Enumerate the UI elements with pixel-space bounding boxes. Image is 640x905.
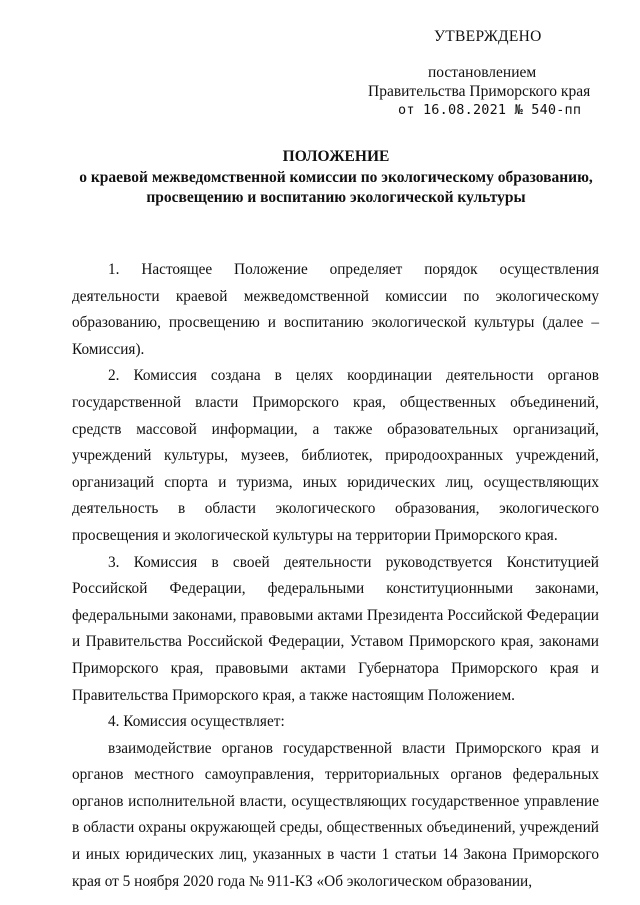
paragraph-3: 3. Комиссия в своей деятельности руководствуется Конституцией Российской Федерации, федеральными конституционными законами, федеральными законами, правовыми актами Президента Российской Федерации и Правительства Российской Федерации, Уставом Приморского края, законами Приморского края, правовыми актами Губернатора Приморского края и Правительства Приморского края, а также настоящим Положением.: [72, 553, 599, 704]
document-title: [60, 147, 612, 208]
approval-line-decree: постановлением: [428, 64, 537, 81]
title-subtitle-line-1: о краевой межведомственной комиссии по экологическому образованию,: [79, 169, 593, 186]
approval-line-government: Правительства Приморского края: [368, 83, 591, 100]
approval-stamp: УТВЕРЖДЕНО: [434, 28, 542, 45]
document-body: [72, 257, 599, 895]
paragraph-4-item: взаимодействие органов государственной власти Приморского края и органов местного самоуправления, территориальных органов федеральных органов исполнительной власти, осуществляющих государственное управление в области охраны окружающей среды, общественных объединений, учреждений и иных юридических лиц, указанных в части 1 статьи 14 Закона Приморского края от 5 ноября 2020 года № 911-КЗ «Об экологическом образовании,: [72, 739, 599, 890]
approval-line-date-number: от 16.08.2021 № 540-пп: [398, 102, 582, 118]
title-subtitle-line-2: просвещению и воспитанию экологической культуры: [146, 189, 526, 206]
paragraph-2: 2. Комиссия создана в целях координации деятельности органов государственной власти Приморского края, общественных объединений, средств массовой информации, а также образовательных организаций, учреждений культуры, музеев, библиотек, природоохранных учреждений, организаций спорта и туризма, иных юридических лиц, осуществляющих деятельность в области экологического образования, экологического просвещения и экологической культуры на территории Приморского края.: [72, 367, 599, 544]
paragraph-4: 4. Комиссия осуществляет:: [108, 713, 285, 731]
title-heading: ПОЛОЖЕНИЕ: [282, 148, 390, 165]
paragraph-1: 1. Настоящее Положение определяет порядок осуществления деятельности краевой межведомственной комиссии по экологическому образованию, просвещению и воспитанию экологической культуры (далее – Комиссия).: [72, 261, 599, 358]
